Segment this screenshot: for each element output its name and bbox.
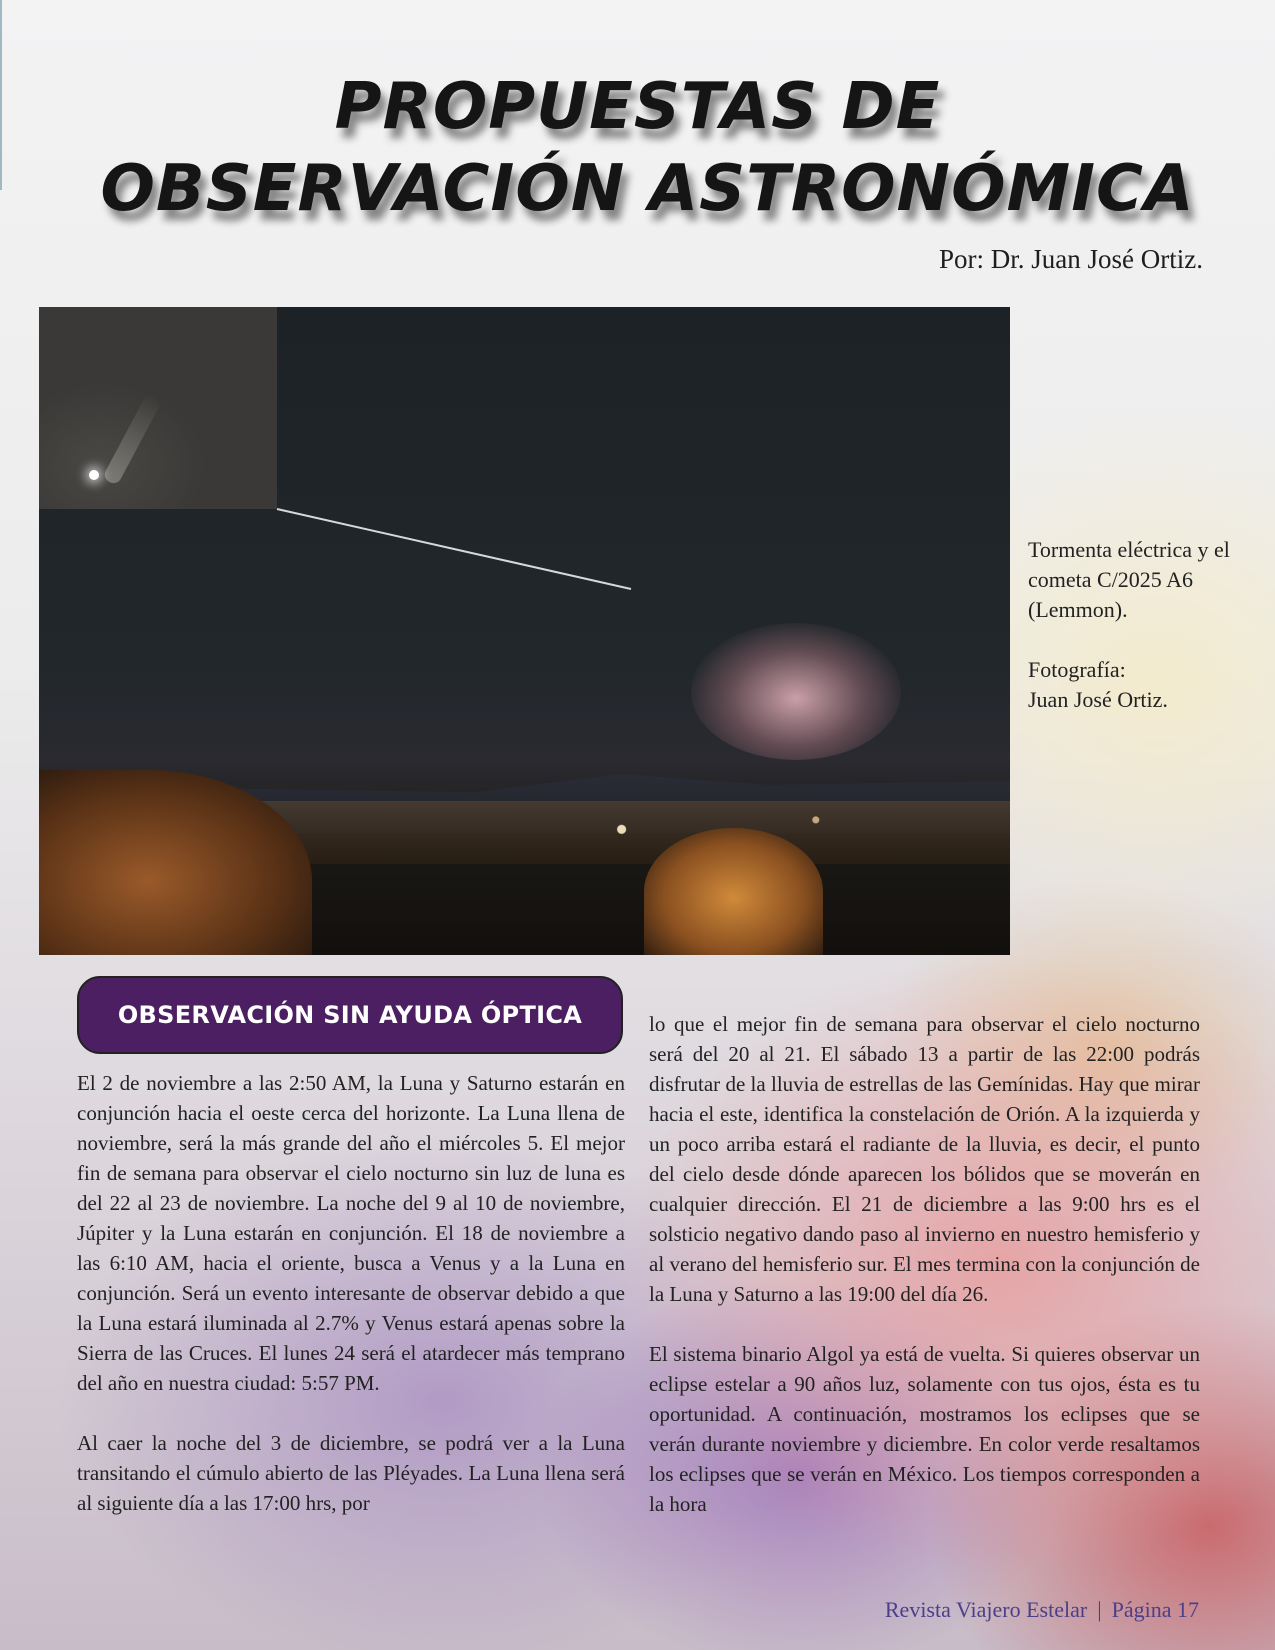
title-line-2: OBSERVACIÓN ASTRONÓMICA — [100, 152, 1195, 226]
magazine-name: Revista Viajero Estelar — [884, 1597, 1088, 1622]
page-number: Página 17 — [1111, 1597, 1199, 1622]
body-column-left — [77, 1068, 625, 1578]
credit-label: Fotografía: — [1028, 657, 1126, 682]
lightning-storm-cloud — [691, 623, 901, 760]
caption-text: Tormenta eléctrica y el cometa C/2025 A6 (Lemmon). — [1028, 537, 1230, 622]
title-line-1: PROPUESTAS DE — [334, 70, 941, 144]
body-column-right — [649, 1009, 1200, 1579]
paragraph: El 2 de noviembre a las 2:50 AM, la Luna y Saturno estarán en conjunción hacia el oeste cerca del horizonte. La Luna llena de noviembre, será la más grande del año el miércoles 5. El mejor fin de semana para observar el cielo nocturno sin luz de luna es del 22 al 23 de noviembre. La noche del 9 al 10 de noviembre, Júpiter y la Luna estarán en conjunción. El 18 de noviembre a las 6:10 AM, hacia el oriente, busca a Venus y a la Luna en conjunción. Será un evento interesante de observar debido a que la Luna estará iluminada al 2.7% y Venus estará apenas sobre la Sierra de las Cruces. El lunes 24 será el atardecer más temprano del año en nuestra ciudad: 5:57 PM. — [77, 1071, 625, 1395]
featured-photo — [39, 307, 1010, 955]
page-title — [0, 66, 1275, 230]
section-header: OBSERVACIÓN SIN AYUDA ÓPTICA — [77, 976, 623, 1054]
footer-separator: | — [1097, 1597, 1102, 1622]
trees-middle — [644, 828, 823, 955]
paragraph: lo que el mejor fin de semana para observar el cielo nocturno será del 20 al 21. El sábado 13 a partir de las 22:00 podrás disfrutar de la lluvia de estrellas de las Gemínidas. Hay que mirar hacia el este, identifica la constelación de Orión. A la izquierda y un poco arriba estará el radiante de la lluvia, es decir, el punto del cielo desde dónde aparecen los bólidos que se moverán en cualquier dirección. El 21 de diciembre a las 9:00 hrs es el solsticio negativo dando paso al invierno en nuestro hemisferio y al verano del hemisferio sur. El mes termina con la conjunción de la Luna y Saturno a las 19:00 del día 26. — [649, 1012, 1200, 1306]
page-footer — [885, 1596, 1199, 1624]
photo-caption — [1028, 535, 1246, 745]
author-byline: Por: Dr. Juan José Ortiz. — [939, 244, 1203, 274]
paragraph: El sistema binario Algol ya está de vuelta. Si quieres observar un eclipse estelar a 90 años luz, solamente con tus ojos, ésta es tu oportunidad. A continuación, mostramos los eclipses que se verán durante noviembre y diciembre. En color verde resaltamos los eclipses que se verán en México. Los tiempos corresponden a la hora — [649, 1342, 1200, 1516]
credit-name: Juan José Ortiz. — [1028, 687, 1168, 712]
photo-credit — [1028, 655, 1246, 715]
paragraph: Al caer la noche del 3 de diciembre, se podrá ver a la Luna transitando el cúmulo abierto de las Pléyades. La Luna llena será al siguiente día a las 17:00 hrs, por — [77, 1431, 625, 1515]
